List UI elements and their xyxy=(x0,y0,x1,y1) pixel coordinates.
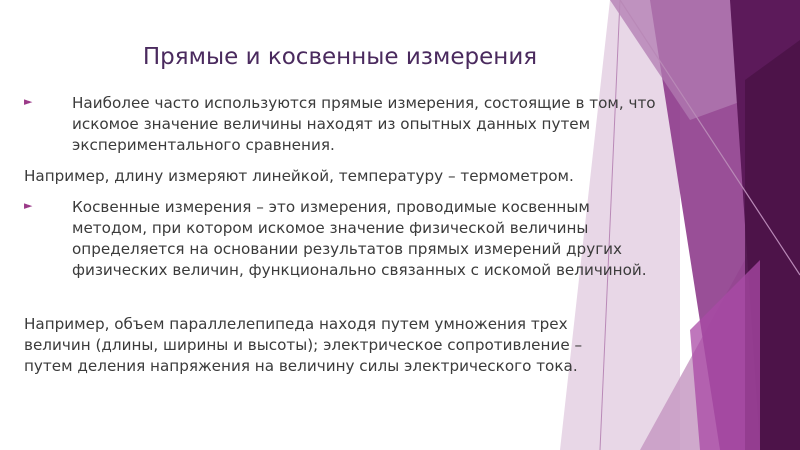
example-paragraph-volume: Например, объем параллелепипеда находя путем умножения трех величин (длины, ширины и высоты); электрическое сопротивление – путем деления напряжения на величину силы электрического тока. xyxy=(24,315,583,375)
bullet-paragraph-direct: Наиболее часто используются прямые измерения, состоящие в том, что искомое значение величины находят из опытных данных путем экспериментального сравнения. xyxy=(72,94,656,154)
slide-title: Прямые и косвенные измерения xyxy=(142,44,538,70)
bullet-paragraph-indirect: Косвенные измерения – это измерения, проводимые косвенным методом, при котором искомое значение физической величины определяется на основании результатов прямых измерений других физических величин, функционально связанных с искомой величиной. xyxy=(72,198,647,279)
example-paragraph-length: Например, длину измеряют линейкой, температуру – термометром. xyxy=(24,167,574,185)
bullet-arrow-icon: ► xyxy=(24,95,33,108)
bullet-arrow-icon: ► xyxy=(24,199,33,212)
